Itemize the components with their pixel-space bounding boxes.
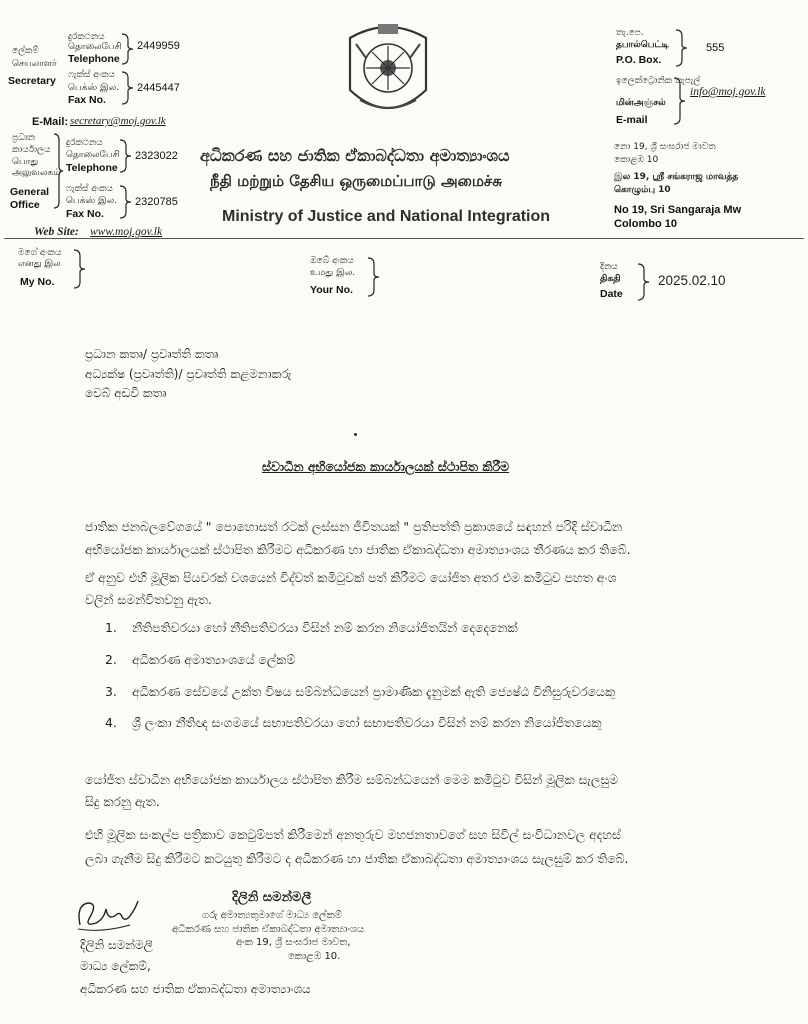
scan-speck [354, 433, 357, 436]
secretary-label-en: Secretary [8, 75, 56, 87]
secretary-telephone-en: Telephone [68, 53, 120, 65]
secretary-label-ta: செயலாளர் [12, 59, 57, 69]
list-item: අධිකරණ අමාත්‍යාංශයේ ලේකම් [132, 652, 296, 667]
office-label-en-2: Office [10, 199, 40, 211]
date-value: 2025.02.10 [658, 273, 726, 288]
office-fax-en: Fax No. [66, 208, 104, 220]
recipient-line: අධ්‍යක්ෂ (ප්‍රවෘත්ති)/ ප්‍රවෘත්ති කළමනාකරු [85, 367, 292, 381]
secretary-telephone-ta: தொலைபேசி [68, 42, 122, 52]
signatory-title: මාධ්‍ය ලේකම්, [80, 959, 151, 973]
date-label-en: Date [600, 288, 623, 300]
office-group-brace [52, 132, 66, 210]
secretary-fax-value: 2445447 [137, 82, 180, 94]
pobox-label-ta: தபால்பெட்டி [616, 40, 669, 50]
email-right-link[interactable]: info@moj.gov.lk [690, 86, 766, 98]
stamp-name: දිලිනි සමන්මලී [232, 890, 312, 905]
list-item-number: 2. [105, 652, 117, 667]
website-link[interactable]: www.moj.gov.lk [90, 226, 163, 238]
your-no-label-si: ඔබේ අංකය [310, 256, 354, 266]
list-item-number: 3. [105, 684, 117, 699]
handwritten-signature [72, 895, 142, 937]
office-telephone-en: Telephone [66, 162, 118, 174]
office-label-ta-1: பொது [12, 157, 39, 167]
my-no-label-si: මගේ අංකය [18, 248, 62, 258]
secretary-telephone-si: දුරකථනය [68, 32, 105, 42]
stamp-title: ගරු අමාත්‍යතුමාගේ මාධ්‍ය ලේකම් [202, 910, 342, 921]
pobox-brace [674, 28, 690, 68]
my-no-label-ta: எனது இல [18, 259, 61, 269]
office-label-en-1: General [10, 186, 50, 198]
paragraph-line: වලින් සමන්විතවනු ඇත. [85, 592, 212, 607]
website-label: Web Site: [34, 226, 79, 238]
secretary-fax-si: ෆැක්ස් අංකය [68, 70, 115, 80]
date-label-si: දිනය [600, 262, 618, 272]
my-no-label-en: My No. [20, 276, 55, 288]
office-telephone-si: දුරකථනය [66, 138, 103, 148]
office-phone-value: 2323022 [135, 150, 178, 162]
secretary-phone-brace [120, 32, 136, 66]
secretary-fax-brace [120, 70, 136, 106]
stamp-address-line2: කොළඹ 10. [288, 951, 341, 962]
letterhead-divider [4, 238, 804, 239]
address-ta-line2: கொழும்பு 10 [614, 185, 671, 195]
national-emblem-icon [336, 20, 440, 130]
paragraph-line: අභියෝජක කාර්යාලයක් ස්ථාපිත කිරීමට අධිකරණ හා ජාතික ඒකාබද්ධතා අමාත්‍යාංශය තීරණය කර තිබේ. [85, 542, 631, 557]
address-ta-line1: இல 19, ஸ்ரீ சங்கராஜ மாவத்த [614, 172, 739, 182]
email-right-brace [672, 76, 688, 126]
address-en-line1: No 19, Sri Sangaraja Mw [614, 204, 742, 216]
email-label: E-Mail: [32, 116, 69, 128]
signatory-name: දිලිනි සමන්මලී [80, 938, 153, 952]
email-right-label-si: ඉලෙක්ට්‍රොනික තැපැල් [616, 76, 701, 86]
date-label-ta: திகதி [600, 274, 621, 284]
subject-heading: ස්වාධීන අභියෝජක කාර්යාලයක් ස්ථාපිත කිරීම [262, 459, 510, 474]
address-en-line2: Colombo 10 [614, 218, 677, 230]
office-fax-value: 2320785 [135, 196, 178, 208]
list-item: නීතිපතිවරයා හෝ නීතිපතිවරයා විසින් නම් කරන නියෝජිතයින් දෙදෙනෙක් [132, 620, 518, 635]
list-item-number: 4. [105, 715, 117, 730]
list-item-number: 1. [105, 620, 117, 635]
secretary-fax-en: Fax No. [68, 94, 106, 106]
office-label-si-2: කාර්යාලය [12, 145, 51, 155]
paragraph-line: එහි මූලික සංකල්ප පත්‍රිකාව කෙටුම්පත් කිරීමෙන් අනතුරුව මහජනතාවගේ සහ සිවිල් සංවිධානවල අදහස් [85, 827, 621, 842]
pobox-label-si: තැ.පෙ. [616, 28, 644, 38]
pobox-value: 555 [706, 42, 725, 54]
your-no-label-ta: உமது இல. [310, 268, 356, 278]
paragraph-line: ලබා ගැනීම සිදු කිරීමට කටයුතු කිරීමට ද අධිකරණ හා ජාතික ඒකාබද්ධතා අමාත්‍යාංශය සැලසුම් කර තිබේ. [85, 851, 629, 866]
paragraph-line: යෝජිත ස්වාධීන අභියෝජක කාර්යාලය ස්ථාපිත කිරීම සම්බන්ධයෙන් මෙම කමිටුව විසින් මූලික සැලසුම [85, 772, 619, 787]
office-phone-brace [118, 138, 134, 174]
office-label-ta-2: அலுவலகம் [12, 168, 61, 178]
ministry-name-ta: நீதி மற்றும் தேசிய ஒருமைப்பாடு அமைச்சு [210, 172, 503, 190]
office-fax-si: ෆැක්ස් අංකය [66, 184, 113, 194]
secretary-label-si: ලේකම් [12, 46, 39, 56]
list-item: අධිකරණ සේවයේ උක්ත විෂය සම්බන්ධයෙන් ප්‍රාමාණික දැනුමක් ඇති ජ්‍යෙෂ්ඨ විනිසුරුවරයෙකු [132, 684, 616, 699]
list-item: ශ්‍රී ලංකා නීතිඥ සංගමයේ සභාපතිවරයා හෝ සභාපතිවරයා විසින් නම් කරන නියෝජිතයෙකු [132, 715, 602, 730]
office-telephone-ta: தொலைபேசி [66, 150, 120, 160]
secretary-fax-ta: பெக்ஸ் இல. [68, 83, 120, 93]
ministry-name-en: Ministry of Justice and National Integration [222, 208, 551, 225]
pobox-label-en: P.O. Box. [616, 54, 662, 66]
office-label-si-1: ප්‍රධාන [12, 133, 36, 143]
your-no-brace [366, 256, 382, 298]
email-right-label-ta: மின்அஞ்சல் [616, 98, 666, 108]
office-fax-brace [118, 184, 134, 220]
recipient-line: ප්‍රධාන කතෘ/ ප්‍රවෘත්ති කතෘ [85, 347, 219, 361]
your-no-label-en: Your No. [310, 284, 353, 296]
ministry-name-si: අධිකරණ සහ ජාතික ඒකාබද්ධතා අමාත්‍යාංශය [200, 146, 510, 165]
date-brace [636, 262, 652, 302]
stamp-ministry: අධිකරණ සහ ජාතික ඒකාබද්ධතා අමාත්‍යාංශය [172, 924, 365, 935]
email-right-label-en: E-mail [616, 114, 648, 126]
paragraph-line: සිදු කරනු ඇත. [85, 794, 160, 809]
signatory-ministry: අධිකරණ සහ ජාතික ඒකාබද්ධතා අමාත්‍යාංශය [80, 982, 311, 996]
recipient-line: වෙබ් අඩවි කතෘ [85, 386, 167, 400]
paragraph-line: ඒ අනුව එහි මූලික පියවරක් වශයෙන් විද්වත් කමිටුවක් පත් කිරීමට යෝජිත අතර එම කමිටුව පහත අංශ [85, 570, 617, 585]
address-si-line1: නො 19, ශ්‍රී සංඝරාජ මාවත [614, 142, 716, 152]
stamp-address-line1: අංක 19, ශ්‍රී සංඝරාජ මාවත, [236, 937, 351, 948]
my-no-brace [72, 248, 88, 290]
address-si-line2: කොළඹ 10 [614, 155, 659, 165]
email-link[interactable]: secretary@moj.gov.lk [70, 115, 166, 127]
secretary-phone-value: 2449959 [137, 40, 180, 52]
office-fax-ta: பெக்ஸ் இல. [66, 196, 118, 206]
paragraph-line: ජාතික ජනබලවේගයේ " පොහොසත් රටක් ලස්සන ජීවිතයක් " ප්‍රතිපත්ති ප්‍රකාශයේ සඳහන් පරිදි ස්වාධීන [85, 519, 623, 534]
